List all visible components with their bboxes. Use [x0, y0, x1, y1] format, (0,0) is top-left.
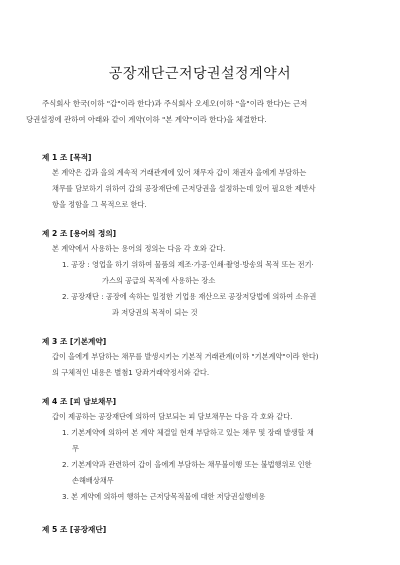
article-2-item-cont: 과 저당권의 목적이 되는 것 [112, 308, 198, 317]
article-3-line: 갑이 을에게 부담하는 채무를 발생시키는 기본적 거래관계(이하 "기본계약"이라 한다) [52, 352, 319, 361]
article-3-heading: 제 3 조 [기본계약] [42, 337, 107, 346]
article-1-line: 채무를 담보하기 위하여 갑의 공장재단에 근저당권을 설정하는데 있어 필요한 제반사 [52, 184, 316, 193]
article-2-item: 2. 공장재단 : 공장에 속하는 일정한 기업용 재산으로 공장저당법에 의하여 소유권 [62, 292, 317, 301]
article-4-item: 3. 본 계약에 의하여 행하는 근저당목적물에 대한 저당권실행비용 [62, 492, 266, 501]
article-2-heading: 제 2 조 [용어의 정의] [42, 229, 117, 238]
article-1-line: 항을 정함을 그 목적으로 한다. [52, 200, 147, 209]
article-5-heading: 제 5 조 [공장재단] [42, 525, 107, 534]
article-1-line: 본 계약은 갑과 을의 계속적 거래관계에 있어 채무자 갑이 채권자 을에게 부담하는 [52, 168, 307, 177]
article-2-item: 1. 공장 : 영업을 하기 위하여 물품의 제조·가공·인쇄·촬영·방송의 목적 또는 전기· [62, 260, 314, 269]
article-4-item: 1. 기본계약에 의하여 본 계약 체결일 현재 부담하고 있는 채무 및 장래 발생할 채 [62, 428, 314, 437]
article-2-item-cont: 가스의 공급의 목적에 사용하는 장소 [102, 276, 216, 285]
article-4-heading: 제 4 조 [피 담보채무] [42, 397, 117, 406]
intro-line: 주식회사 한국(이하 "갑"이라 한다)과 주식회사 오세오(이하 "을"이라 한다)는 근저 [42, 99, 308, 108]
article-2-line: 본 계약에서 사용하는 용어의 정의는 다음 각 호와 같다. [52, 244, 226, 253]
document-title: 공장재단근저당권설정계약서 [108, 66, 292, 82]
article-4-item-cont: 손해배상채무 [72, 476, 114, 485]
intro-line: 당권설정에 관하여 아래와 같이 계약(이하 "본 계약"이라 한다)을 체결한다. [26, 115, 267, 124]
article-4-item-cont: 무 [72, 444, 79, 453]
article-1-heading: 제 1 조 [목적] [42, 153, 92, 162]
article-4-item: 2. 기본계약과 관련하여 갑이 을에게 부담하는 채무불이행 또는 불법행위로 인한 [62, 460, 312, 469]
article-4-line: 갑이 제공하는 공장재단에 의하여 담보되는 피 담보채무는 다음 각 호와 같다. [52, 412, 293, 421]
article-3-line: 의 구체적인 내용은 별첨1 당좌거래약정서와 같다. [52, 368, 210, 377]
